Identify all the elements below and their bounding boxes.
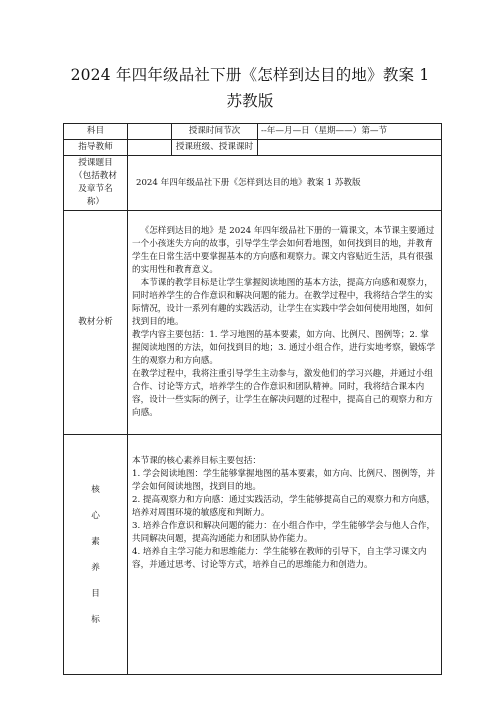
teacher-value — [128, 140, 172, 156]
core-goals-content — [128, 435, 442, 675]
analysis-paragraph: 《怎样到达目的地》是 2024 年四年级品社下册的一篇课文，本节课主要通过一个小孩迷失方向的故事，引导学生学会如何看地图，如何找到目的地，并教育学生在日常生活中要掌握基本的方向感和观察力。课文内容贴近生活，具有很强的实用性和教育意义。 — [132, 226, 435, 275]
topic-label — [64, 156, 128, 211]
core-label-char: 素 — [91, 536, 100, 547]
row-topic — [64, 156, 442, 211]
core-label-char: 目 — [91, 588, 100, 599]
core-goals-intro: 本节课的核心素养目标主要包括： — [132, 456, 261, 466]
teacher-label: 指导教师 — [64, 140, 128, 156]
analysis-paragraph: 本节课的教学目标是让学生掌握阅读地图的基本方法，提高方向感和观察力，同时培养学生的合作意识和解决问题的能力。在教学过程中，我将结合学生的实际情况，设计一系列有趣的实践活动，让学生在实践中学会如何使用地图，如何找到目的地。 — [132, 278, 433, 327]
row-core-goals — [64, 435, 442, 675]
topic-label-line: 授课题目 — [78, 158, 113, 168]
analysis-paragraph: 教学内容主要包括：1. 学习地图的基本要素，如方向、比例尺、图例等；2. 掌握阅读地图的方法，如何找到目的地；3. 通过小组合作，进行实地考察，锻炼学生的观察力和方向感。 — [132, 330, 436, 366]
row-teacher — [64, 140, 442, 156]
core-label-char: 心 — [91, 510, 100, 521]
topic-label-line: 称） — [86, 197, 105, 207]
core-label-char: 标 — [91, 614, 100, 625]
core-goal-item: 2. 提高观察力和方向感：通过实践活动，学生能够提高自己的观察力和方向感，培养对周围环境的敏感度和判断力。 — [132, 495, 436, 518]
analysis-label: 教材分析 — [64, 211, 128, 435]
title-line-1: 2024 年四年级品社下册《怎样到达目的地》教案 1 — [70, 66, 430, 84]
class-label: 授课班级、授课课时 — [172, 140, 258, 156]
document-title — [40, 62, 460, 114]
core-goal-item: 4. 培养自主学习能力和思维能力：学生能够在教师的引导下，自主学习课文内容，并通过思考、讨论等方式，培养自己的思维能力和创造力。 — [132, 547, 427, 570]
core-goal-item: 1. 学会阅读地图：学生能够掌握地图的基本要素，如方向、比例尺、图例等，并学会如何阅读地图，找到目的地。 — [132, 469, 436, 492]
title-line-2: 苏教版 — [226, 92, 274, 110]
topic-label-line: （包括教材 — [74, 171, 117, 181]
core-label-char: 核 — [91, 484, 100, 495]
analysis-content — [128, 211, 442, 435]
analysis-paragraph: 在教学过程中，我将注重引导学生主动参与，激发他们的学习兴趣，并通过小组合作、讨论等方式，培养学生的合作意识和团队精神。同时，我将结合课本内容，设计一些实际的例子，让学生在解决问题的过程中，提高自己的观察力和方向感。 — [132, 369, 433, 418]
time-value: --年—月—日（星期——）第—节 — [258, 124, 442, 140]
lesson-plan-table — [63, 123, 442, 675]
subject-label: 科目 — [64, 124, 128, 140]
row-analysis — [64, 211, 442, 435]
core-goal-item: 3. 培养合作意识和解决问题的能力：在小组合作中，学生能够学会与他人合作，共同解决问题，提高沟通能力和团队协作能力。 — [132, 521, 436, 544]
topic-value: 2024 年四年级品社下册《怎样到达目的地》教案 1 苏教版 — [128, 156, 442, 211]
row-subject — [64, 124, 442, 140]
core-label-char: 养 — [91, 562, 100, 573]
subject-value — [128, 124, 172, 140]
class-value — [258, 140, 442, 156]
time-label: 授课时间节次 — [172, 124, 258, 140]
core-goals-label — [64, 435, 128, 675]
topic-label-line: 及章节名 — [78, 184, 113, 194]
